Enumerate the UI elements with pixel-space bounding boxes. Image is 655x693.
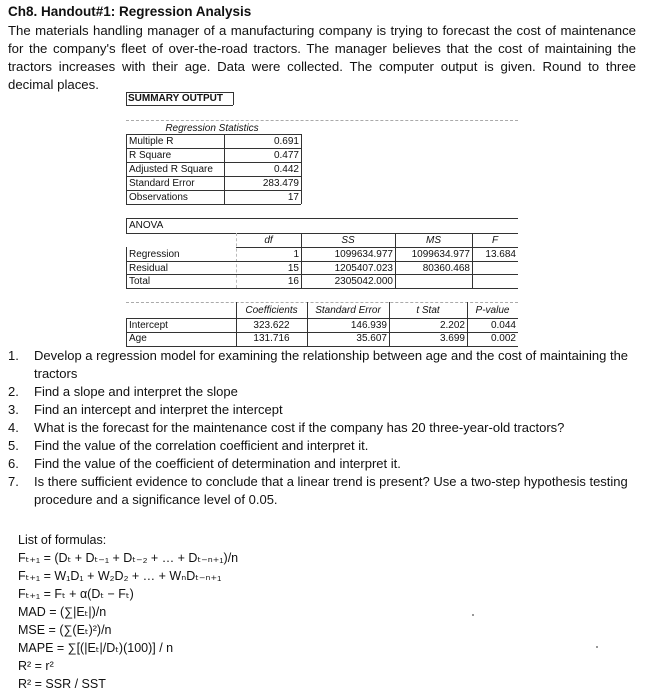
- question-text: What is the forecast for the maintenance cost if the company has 20 three-year-old tractors?: [34, 420, 565, 435]
- question-number: 2.: [8, 384, 19, 399]
- question-number: 5.: [8, 438, 19, 453]
- anova-f: 13.684: [485, 249, 516, 260]
- question-text: Find the value of the correlation coefficient and interpret it.: [34, 438, 369, 453]
- coef-row-label: Age: [129, 333, 147, 344]
- formula-line: MSE = (∑(Eₜ)²)/n: [18, 623, 112, 637]
- intro-paragraph: The materials handling manager of a manufacturing company is trying to forecast the cost of maintenance for the company's fleet of over-the-road tractors. The manager believes that the cost of maintaining the tractors increases with their age. Data were collected. The computer output is given. Round to three decimal places.: [8, 23, 636, 92]
- question-item: [8, 473, 638, 509]
- question-item: [8, 437, 638, 455]
- anova-header-ss: SS: [341, 235, 355, 246]
- anova-ms: 80360.468: [422, 263, 470, 274]
- question-item: [8, 383, 638, 401]
- question-number: 3.: [8, 402, 19, 417]
- stat-value: 0.442: [273, 164, 299, 175]
- stray-dot: [472, 614, 474, 616]
- coef-t-stat: 2.202: [439, 320, 465, 331]
- question-item: [8, 419, 638, 437]
- anova-header-ms: MS: [426, 235, 441, 246]
- coef-row-label: Intercept: [129, 320, 168, 331]
- anova-ss: 1205407.023: [334, 263, 393, 274]
- coef-standard-error: 35.607: [356, 333, 387, 344]
- question-text: Find the value of the coefficient of determination and interpret it.: [34, 456, 401, 471]
- formula-line: Fₜ₊₁ = W₁D₁ + W₂D₂ + … + WₙDₜ₋ₙ₊₁: [18, 569, 222, 583]
- formula-heading: List of formulas:: [18, 533, 107, 547]
- coef-value: 131.716: [253, 333, 290, 344]
- anova-df: 15: [287, 263, 299, 274]
- question-item: [8, 347, 638, 383]
- question-text: Is there sufficient evidence to conclude that a linear trend is present? Use a two-step hypothesis testing procedure and a significance level of 0.05.: [34, 474, 628, 507]
- anova-row-label: Regression: [129, 249, 180, 260]
- coef-t-stat: 3.699: [439, 333, 465, 344]
- regression-statistics-title: Regression Statistics: [165, 123, 259, 134]
- coef-standard-error: 146.939: [350, 320, 387, 331]
- stat-label: R Square: [129, 150, 172, 161]
- anova-row-label: Residual: [129, 263, 168, 274]
- question-text: Find an intercept and interpret the intercept: [34, 402, 283, 417]
- stat-label: Observations: [129, 192, 188, 203]
- stat-value: 17: [287, 192, 299, 203]
- coef-header-coefficients: Coefficients: [245, 305, 298, 316]
- anova-header-f: F: [491, 235, 499, 246]
- coef-p-value: 0.002: [490, 333, 516, 344]
- page-title: Ch8. Handout#1: Regression Analysis: [8, 4, 252, 19]
- stat-value: 0.477: [273, 150, 299, 161]
- coef-header-p-value: P-value: [475, 305, 510, 316]
- question-text: Find a slope and interpret the slope: [34, 384, 238, 399]
- regression-output: [126, 92, 518, 348]
- question-item: [8, 455, 638, 473]
- summary-output-title: SUMMARY OUTPUT: [128, 93, 223, 104]
- stat-value: 283.479: [262, 178, 299, 189]
- anova-row-label: Total: [129, 276, 151, 287]
- formula-line: MAD = (∑|Eₜ|)/n: [18, 605, 107, 619]
- formula-line: Fₜ₊₁ = Fₜ + α(Dₜ − Fₜ): [18, 587, 134, 601]
- question-number: 7.: [8, 474, 19, 489]
- anova-df: 1: [293, 249, 299, 260]
- anova-ms: 1099634.977: [411, 249, 470, 260]
- question-number: 6.: [8, 456, 19, 471]
- formula-line: Fₜ₊₁ = (Dₜ + Dₜ₋₁ + Dₜ₋₂ + … + Dₜ₋ₙ₊₁)/n: [18, 551, 239, 565]
- formula-line: MAPE = ∑[(|Eₜ|/Dₜ)(100)] / n: [18, 641, 174, 655]
- coef-header-standard-error: Standard Error: [315, 305, 381, 316]
- anova-header-df: df: [264, 235, 273, 246]
- question-text: Develop a regression model for examining the relationship between age and the cost of maintaining the tractors: [34, 348, 629, 381]
- formula-line: R² = SSR / SST: [18, 677, 106, 691]
- stat-label: Multiple R: [129, 136, 174, 147]
- question-number: 4.: [8, 420, 19, 435]
- anova-title: ANOVA: [129, 220, 164, 231]
- formula-line: R² = r²: [18, 659, 54, 673]
- question-item: [8, 401, 638, 419]
- anova-ss: 1099634.977: [334, 249, 393, 260]
- coef-value: 323.622: [253, 320, 290, 331]
- stray-dot: [596, 646, 598, 648]
- anova-ss: 2305042.000: [334, 276, 393, 287]
- stat-label: Adjusted R Square: [129, 164, 213, 175]
- question-number: 1.: [8, 348, 19, 363]
- question-list: [8, 347, 638, 509]
- coef-p-value: 0.044: [490, 320, 516, 331]
- formula-list: [18, 531, 238, 693]
- stat-label: Standard Error: [129, 178, 195, 189]
- stat-value: 0.691: [273, 136, 299, 147]
- anova-df: 16: [287, 276, 299, 287]
- coef-header-t-stat: t Stat: [416, 305, 440, 316]
